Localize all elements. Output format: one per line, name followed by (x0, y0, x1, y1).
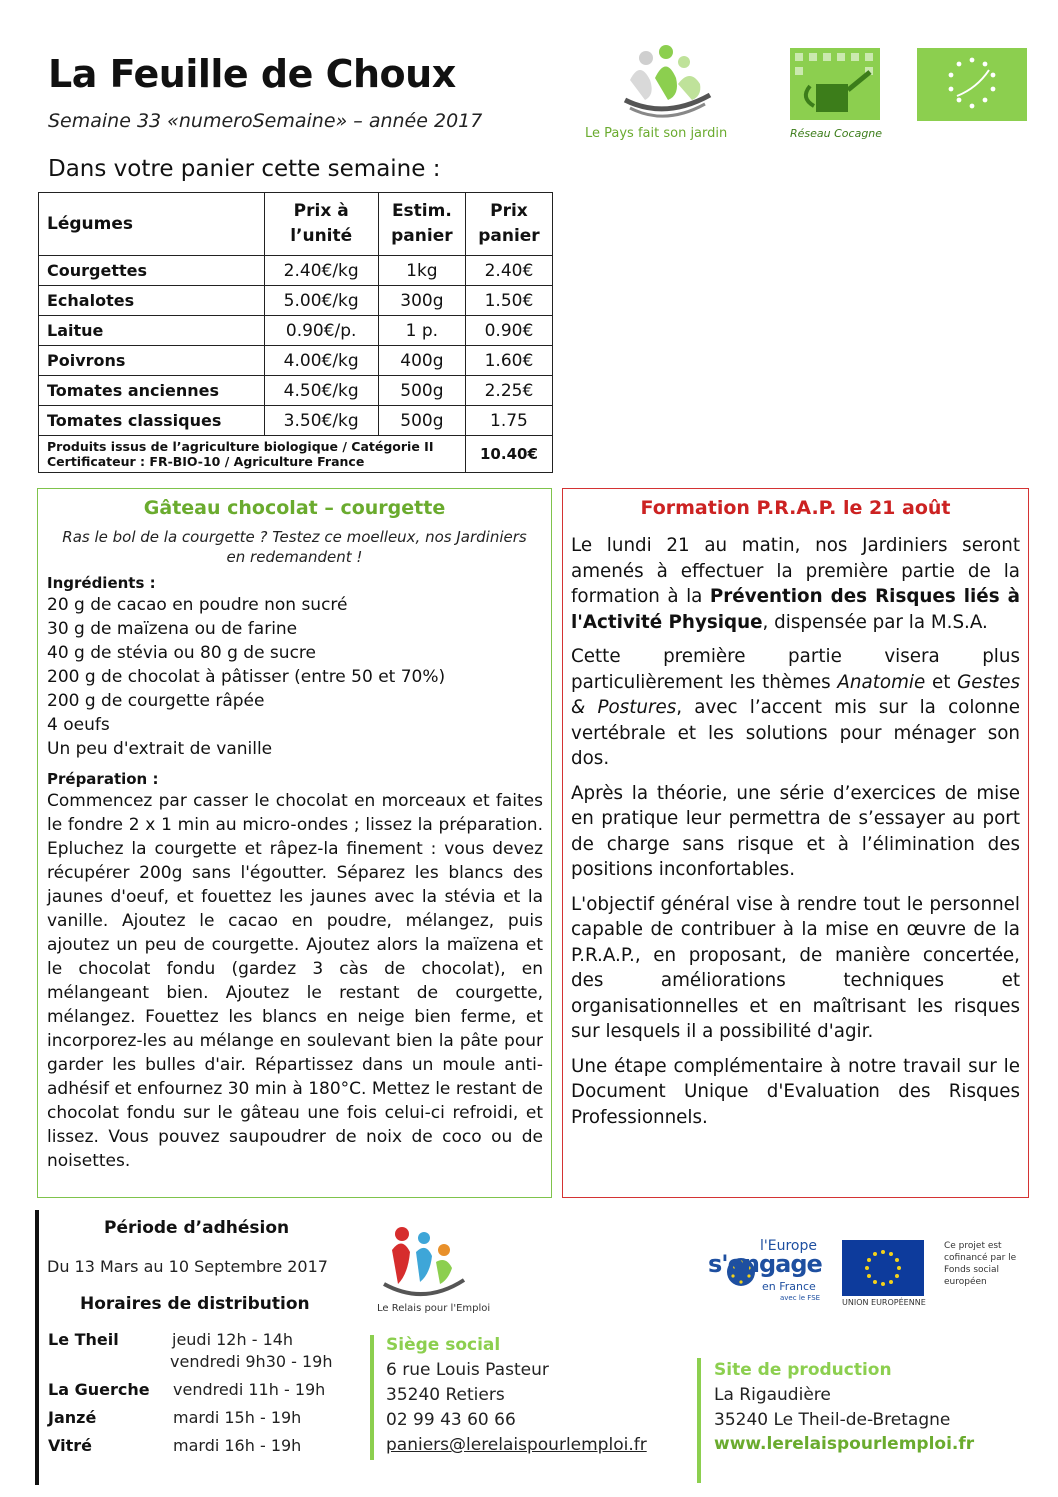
vegetables-table (38, 192, 553, 473)
pays-jardin-caption: Le Pays fait son jardin (585, 126, 728, 141)
basket-total: 10.40€ (465, 436, 552, 473)
estimate: 1 p. (378, 316, 465, 346)
basket-price: 2.25€ (465, 376, 552, 406)
table-row (39, 286, 553, 316)
site-address-line: 35240 Le Theil-de-Bretagne (714, 1410, 951, 1430)
site-heading: Site de production (714, 1360, 892, 1380)
ingredients-heading: Ingrédients : (47, 574, 156, 592)
unit-price: 5.00€/kg (264, 286, 378, 316)
prap-text-italic: Gestes & Postures (571, 671, 1020, 718)
prap-paragraph: Une étape complémentaire à notre travail sur le Document Unique d'Evaluation des Risques Professionnels. (571, 1055, 1020, 1128)
unit-price: 2.40€/kg (264, 256, 378, 286)
prap-body (571, 533, 1020, 1130)
prap-paragraph (571, 644, 1020, 772)
recipe-intro: Ras le bol de la courgette ? Testez ce moelleux, nos Jardiniers en redemandent ! (62, 528, 527, 566)
relais-emploi-logo (378, 1222, 468, 1302)
table-row (39, 406, 553, 436)
town-hours: mardi 16h - 19h (173, 1436, 302, 1455)
period-heading: Période d’adhésion (104, 1218, 290, 1238)
schedule-divider (35, 1210, 39, 1485)
table-row (39, 376, 553, 406)
estimate: 1kg (378, 256, 465, 286)
organic-note-line-1: Produits issus de l’agriculture biologique / Catégorie II (47, 439, 434, 454)
prap-text: , avec l’accent mis sur la colonne vertébrale et les solutions pour ménager son dos. (571, 697, 1020, 769)
header-estimate: Estim. panier (378, 193, 465, 256)
prap-paragraph (571, 533, 1020, 635)
unit-price: 4.50€/kg (264, 376, 378, 406)
header-vegetables: Légumes (39, 193, 265, 256)
estimate: 500g (378, 376, 465, 406)
prap-text: et (925, 671, 958, 693)
vegetable-name: Tomates anciennes (39, 376, 265, 406)
vegetable-name: Courgettes (39, 256, 265, 286)
ingredient-item: 40 g de stévia ou 80 g de sucre (47, 643, 316, 663)
prap-paragraph: L'objectif général vise à rendre tout le personnel capable de contribuer à la mise en œuvre de la P.R.A.P., en proposant, de manière concertée, des améliorations techniques et organisationnelles et en maîtrisant les risques sur lesquels il a possibilité d'agir. (571, 893, 1020, 1042)
vegetable-name: Poivrons (39, 346, 265, 376)
basket-price: 1.75 (465, 406, 552, 436)
header-basket-price: Prix panier (465, 193, 552, 256)
preparation-heading: Préparation : (47, 770, 159, 788)
estimate: 500g (378, 406, 465, 436)
watering-can-icon (790, 48, 880, 120)
eu-organic-logo (917, 48, 1027, 121)
siege-email-link[interactable]: paniers@lerelaispourlemploi.fr (386, 1435, 647, 1455)
unit-price: 4.00€/kg (264, 346, 378, 376)
organic-note (39, 436, 466, 473)
estimate: 300g (378, 286, 465, 316)
ue-caption: UNION EUROPÉENNE (842, 1298, 926, 1307)
europe-text-2: s'engage (708, 1250, 822, 1278)
town-name: Le Theil (48, 1330, 119, 1349)
preparation-text: Commencez par casser le chocolat en morceaux et faites le fondre 2 x 1 min au micro-ondes ; lissez la préparation. Epluchez la courgette et râpez-la finement : vous devez récupérer 200g sans l'égoutter. Séparez les blancs des jaunes d'oeuf, et fouettez les jaunes avec la stévia et la vanille. Ajoutez le cacao en poudre, mélangez, puis ajoutez un peu de courgette. Ajoutez alors la maïzena et le chocolat fondu (gardez 3 càs de chocolat), en mélangeant bien. Ajoutez le restant de courgette, mélangez. Fouettez les blancs en neige bien ferme, et incorporez-les au mélange en soulevant bien la pâte pour garder les bulles d'air. Répartissez dans un moule anti-adhésif et enfournez 30 min à 180°C. Mettez le restant de chocolat fondu sur le gâteau une fois celui-ci refroidi, et lissez. Vous pouvez saupoudrer de noix de coco ou de noisettes. (47, 791, 543, 1171)
town-hours: vendredi 9h30 - 19h (170, 1352, 333, 1371)
reseau-cocagne-caption: Réseau Cocagne (790, 127, 883, 140)
vegetable-name: Laitue (39, 316, 265, 346)
town-name: La Guerche (48, 1380, 150, 1399)
basket-price: 1.50€ (465, 286, 552, 316)
prap-text-bold: Prévention des Risques liés à l'Activité Physique (571, 586, 1020, 633)
relais-emploi-caption: Le Relais pour l'Emploi (377, 1303, 491, 1314)
town-hours: vendredi 11h - 19h (173, 1380, 326, 1399)
relais-people-icon (378, 1222, 468, 1302)
vegetable-name: Tomates classiques (39, 406, 265, 436)
siege-divider (370, 1335, 374, 1460)
header-unit-price: Prix à l’unité (264, 193, 378, 256)
siege-heading: Siège social (386, 1335, 501, 1355)
page-subtitle: Semaine 33 «numeroSemaine» – année 2017 (48, 110, 483, 132)
europe-text-1: l'Europe (760, 1238, 817, 1254)
website-link[interactable]: www.lerelaispourlemploi.fr (714, 1434, 975, 1454)
recipe-box (37, 488, 552, 1198)
europe-text-3: en France (762, 1280, 816, 1293)
prap-box (562, 488, 1029, 1198)
prap-text-italic: Anatomie (837, 671, 926, 693)
table-header-row (39, 193, 553, 256)
ingredient-item: 30 g de maïzena ou de farine (47, 619, 298, 639)
reseau-cocagne-logo (790, 48, 880, 120)
recipe-ingredients (47, 573, 543, 1173)
siege-address-line: 6 rue Louis Pasteur (386, 1360, 549, 1380)
siege-phone: 02 99 43 60 66 (386, 1410, 516, 1430)
organic-leaf-icon (917, 48, 1027, 121)
basket-price: 1.60€ (465, 346, 552, 376)
prap-text: Le lundi 21 au matin, nos Jardiniers seront amenés à effectuer la première partie de la formation à la (571, 535, 1020, 607)
page-title: La Feuille de Choux (48, 52, 456, 96)
ingredient-item: 20 g de cacao en poudre non sucré (47, 595, 348, 615)
recipe-title: Gâteau chocolat – courgette (143, 497, 446, 519)
europe-text-4: avec le FSE (780, 1294, 821, 1302)
town-hours: mardi 15h - 19h (173, 1408, 302, 1427)
eu-flag (842, 1240, 924, 1296)
site-divider (697, 1358, 701, 1483)
eu-flag-icon (842, 1240, 924, 1296)
town-name: Vitré (48, 1436, 92, 1455)
table-row (39, 316, 553, 346)
ingredient-item: Un peu d'extrait de vanille (47, 739, 273, 759)
pays-jardin-icon (610, 40, 720, 120)
table-row (39, 256, 553, 286)
prap-text: Cette première partie visera plus particulièrement les thèmes (571, 646, 1020, 693)
ingredient-item: 200 g de chocolat à pâtisser (entre 50 et 70%) (47, 667, 446, 687)
prap-text: , dispensée par la M.S.A. (762, 611, 988, 633)
unit-price: 0.90€/p. (264, 316, 378, 346)
prap-paragraph: Après la théorie, une série d’exercices de mise en pratique leur permettra de s’essayer au port de charge sans risque et à l’élimination des positions inconfortables. (571, 782, 1020, 880)
table-row (39, 346, 553, 376)
basket-heading: Dans votre panier cette semaine : (48, 156, 441, 182)
table-footer-row (39, 436, 553, 473)
pays-jardin-logo (610, 40, 720, 120)
period-dates: Du 13 Mars au 10 Septembre 2017 (47, 1257, 328, 1276)
estimate: 400g (378, 346, 465, 376)
basket-price: 0.90€ (465, 316, 552, 346)
prap-title: Formation P.R.A.P. le 21 août (640, 497, 951, 519)
ingredient-item: 200 g de courgette râpée (47, 691, 265, 711)
town-name: Janzé (48, 1408, 97, 1427)
vegetable-name: Echalotes (39, 286, 265, 316)
basket-price: 2.40€ (465, 256, 552, 286)
fse-note: Ce projet est cofinancé par le Fonds social européen (944, 1241, 1017, 1287)
town-hours: jeudi 12h - 14h (172, 1330, 294, 1349)
site-address-line: La Rigaudière (714, 1385, 831, 1405)
siege-address-line: 35240 Retiers (386, 1385, 505, 1405)
ingredient-item: 4 oeufs (47, 715, 110, 735)
unit-price: 3.50€/kg (264, 406, 378, 436)
hours-heading: Horaires de distribution (80, 1294, 310, 1314)
organic-note-line-2: Certificateur : FR-BIO-10 / Agriculture France (47, 454, 365, 469)
